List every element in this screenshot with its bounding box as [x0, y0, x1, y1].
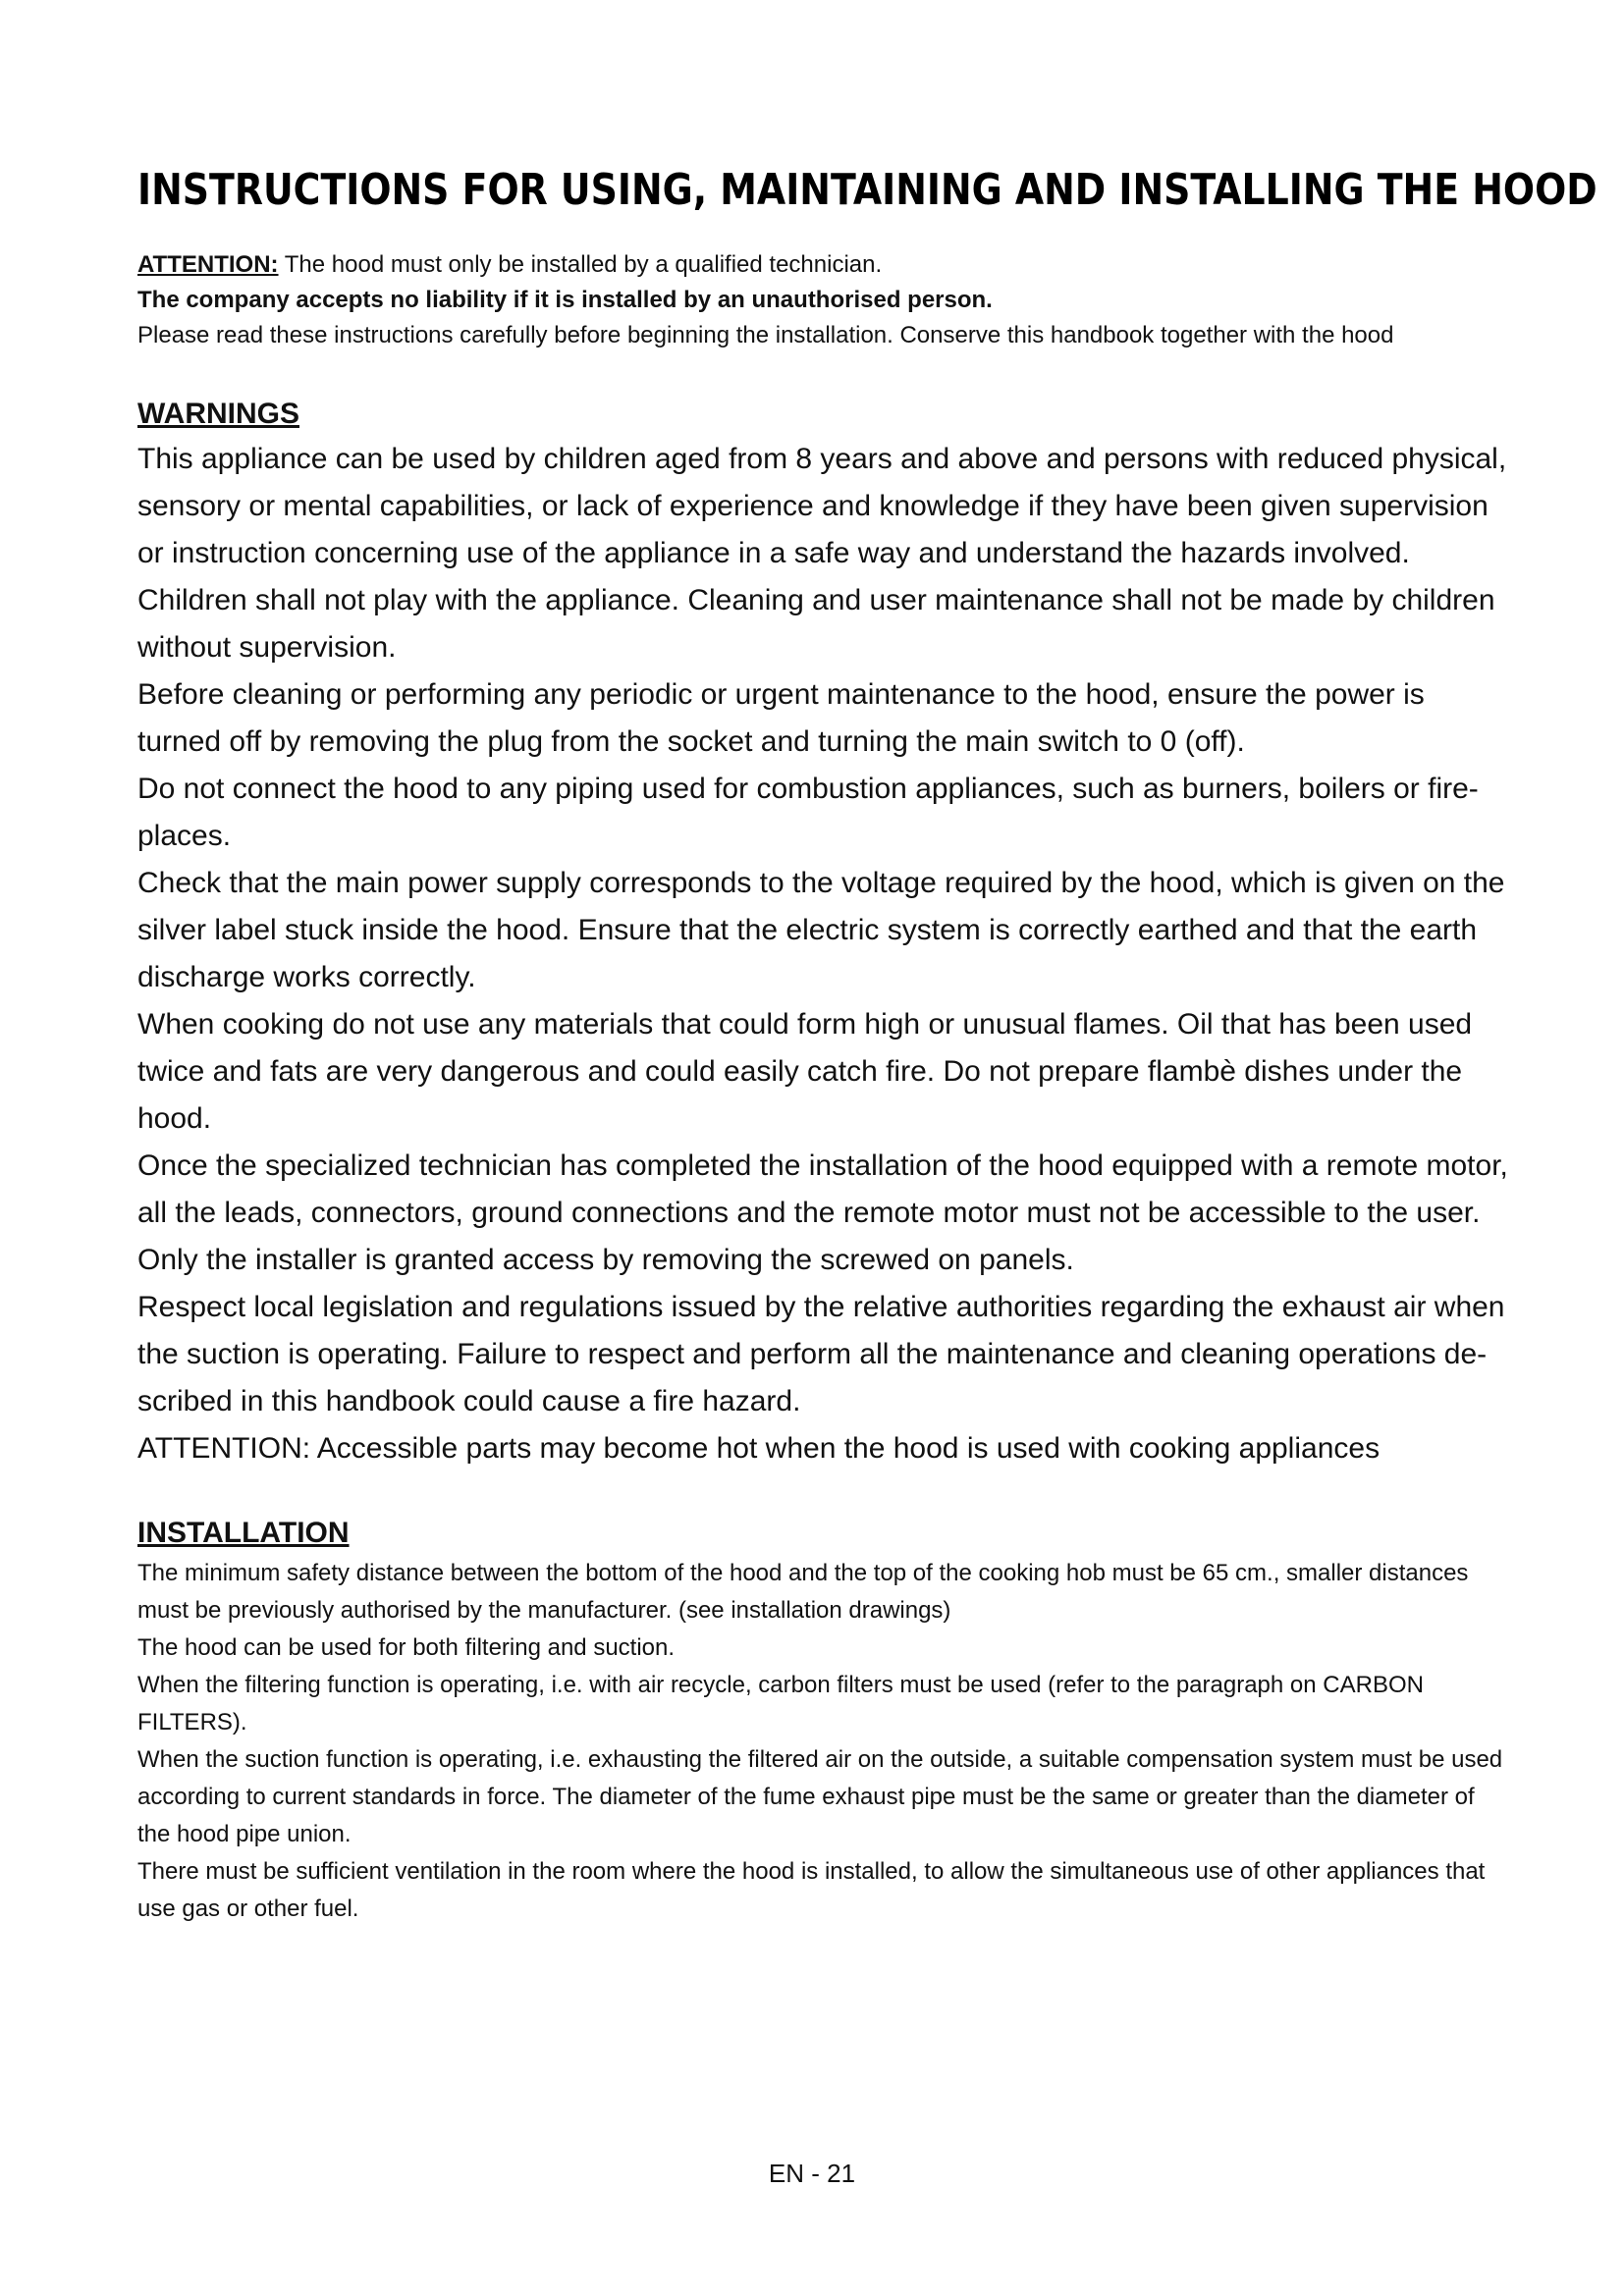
- warnings-heading: WARNINGS: [137, 398, 299, 430]
- warning-paragraph: Children shall not play with the appliance. Cleaning and user maintenance shall not be made by children without supervision.: [137, 584, 1495, 664]
- installation-section: [137, 1512, 1512, 1928]
- warning-paragraph: When cooking do not use any materials that could form high or unusual flames. Oil that has been used twice and fats are very dangerous and could easily catch fire. Do not prepare flambè dishes under the hood.: [137, 1008, 1473, 1135]
- installation-heading: INSTALLATION: [137, 1517, 350, 1549]
- intro-block: [137, 247, 1512, 353]
- warning-paragraph: Respect local legislation and regulations issued by the relative authorities regarding the exhaust air when the suction is operating. Failure to respect and perform all the maintenance and cleaning operations de-scribed in this handbook could cause a fire hazard.: [137, 1291, 1505, 1417]
- warning-paragraph: This appliance can be used by children aged from 8 years and above and persons with reduced physical, sensory or mental capabilities, or lack of experience and knowledge if they have been given supervision or instruction concerning use of the appliance in a safe way and understand the hazards involved.: [137, 443, 1507, 569]
- installation-paragraph: The minimum safety distance between the bottom of the hood and the top of the cooking hob must be 65 cm., smaller distances must be previously authorised by the manufacturer. (see installation drawings): [137, 1560, 1469, 1624]
- installation-body: [137, 1555, 1512, 1928]
- attention-line: [137, 247, 1512, 283]
- page-number: EN - 21: [768, 2159, 856, 2188]
- installation-paragraph: When the suction function is operating, i.e. exhausting the filtered air on the outside, a suitable compensation system must be used according to current standards in force. The diameter of the fume exhaust pipe must be the same or greater than the diameter of the hood pipe union.: [137, 1746, 1503, 1847]
- warning-paragraph: ATTENTION: Accessible parts may become hot when the hood is used with cooking appliances: [137, 1432, 1380, 1465]
- warning-paragraph: Check that the main power supply corresponds to the voltage required by the hood, which is given on the silver label stuck inside the hood. Ensure that the electric system is correctly earthed and that the earth discharge works correctly.: [137, 867, 1505, 993]
- liability-notice: The company accepts no liability if it is installed by an unauthorised person.: [137, 287, 993, 313]
- warnings-body: [137, 436, 1512, 1472]
- read-instructions-notice: Please read these instructions carefully before beginning the installation. Conserve this handbook together with the hood: [137, 322, 1394, 348]
- attention-label: ATTENTION:: [137, 251, 279, 278]
- page-title: INSTRUCTIONS FOR USING, MAINTAINING AND INSTALLING THE HOOD: [137, 165, 1597, 215]
- document-page: [137, 155, 1597, 1928]
- attention-text: The hood must only be installed by a qualified technician.: [278, 251, 883, 278]
- installation-paragraph: There must be sufficient ventilation in the room where the hood is installed, to allow the simultaneous use of other appliances that use gas or other fuel.: [137, 1858, 1486, 1922]
- warning-paragraph: Once the specialized technician has completed the installation of the hood equipped with a remote motor, all the leads, connectors, ground connections and the remote motor must not be accessible to the user. Only the installer is granted access by removing the screwed on panels.: [137, 1149, 1508, 1276]
- installation-paragraph: When the filtering function is operating, i.e. with air recycle, carbon filters must be used (refer to the paragraph on CARBON FILTERS).: [137, 1672, 1424, 1735]
- warning-paragraph: Do not connect the hood to any piping used for combustion appliances, such as burners, boilers or fire-places.: [137, 773, 1479, 852]
- installation-paragraph: The hood can be used for both filtering and suction.: [137, 1634, 676, 1661]
- warning-paragraph: Before cleaning or performing any periodic or urgent maintenance to the hood, ensure the power is turned off by removing the plug from the socket and turning the main switch to 0 (off).: [137, 678, 1425, 758]
- warnings-section: [137, 393, 1512, 1472]
